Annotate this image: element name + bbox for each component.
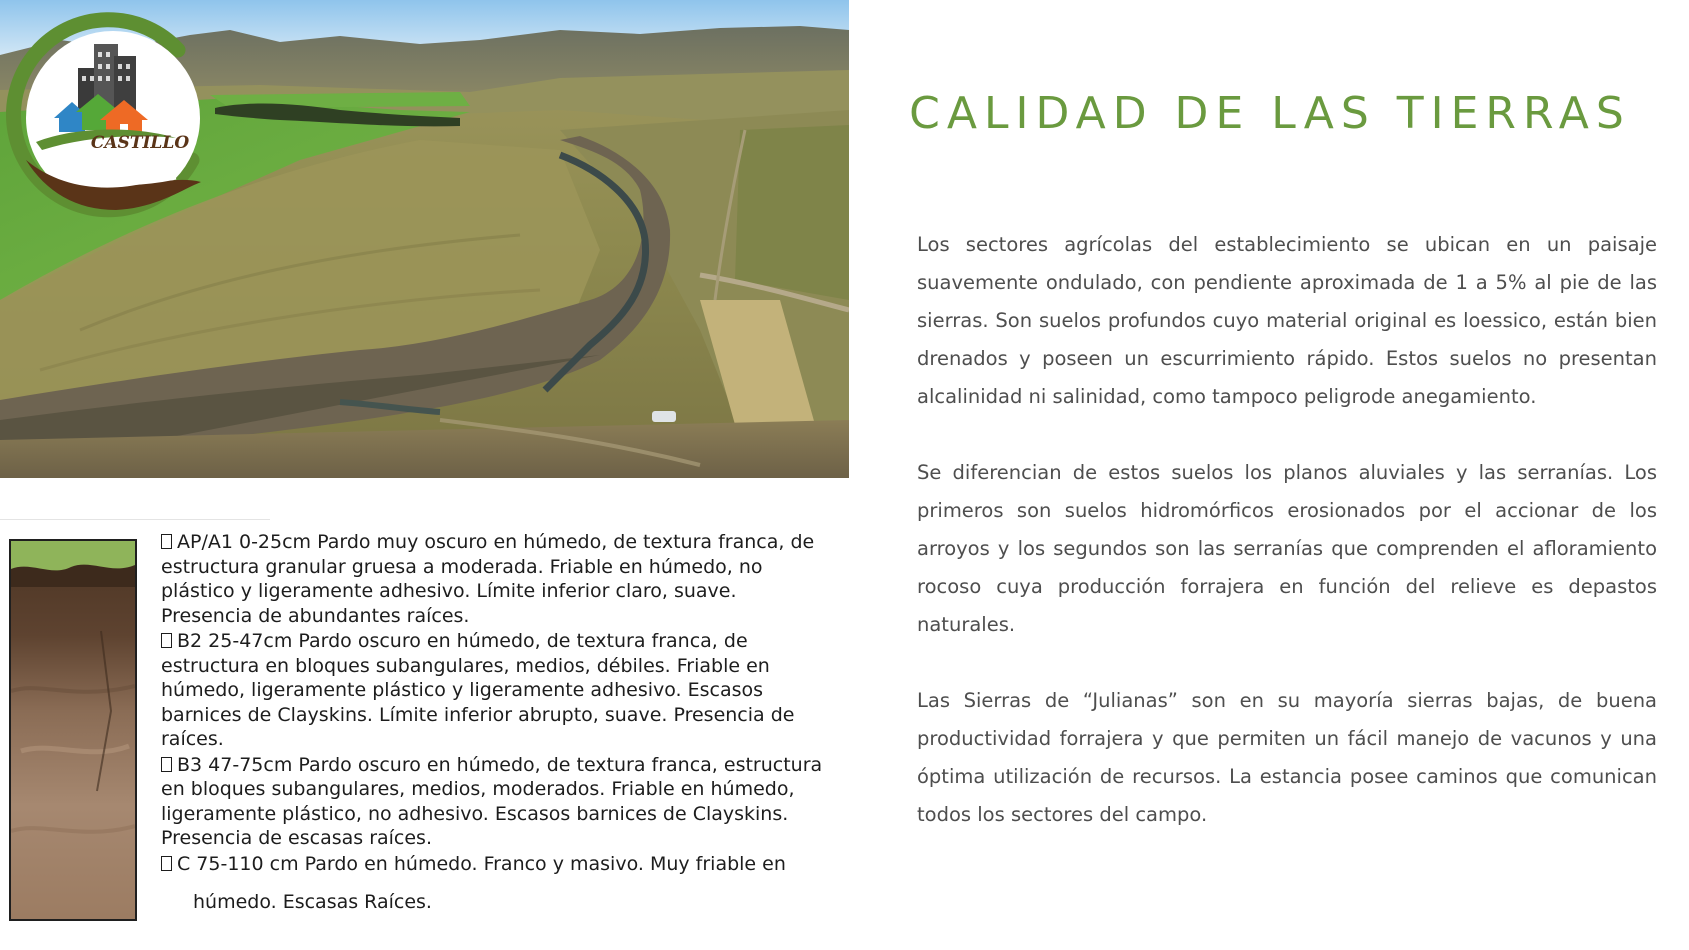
divider [0, 519, 270, 520]
paragraph-sierras-julianas: Las Sierras de “Julianas” son en su mayoría sierras bajas, de buena productividad forrajera y que permiten un fácil manejo de vacunos y una óptima utilización de recursos. La estancia posee caminos que comunican todos los sectores del campo. [917, 689, 1657, 826]
soil-profile-photo [9, 539, 137, 921]
castillo-logo [6, 10, 216, 220]
bullet-icon [161, 633, 172, 648]
soil-horizons-list [161, 530, 831, 915]
page-title: CALIDAD DE LAS TIERRAS [909, 88, 1631, 139]
paragraph-agricultural-sectors: Los sectores agrícolas del establecimiento se ubican en un paisaje suavemente ondulado, con pendiente aproximada de 1 a 5% al pie de las sierras. Son suelos profundos cuyo material original es loessico, están bien drenados y poseen un escurrimiento rápido. Estos suelos no presentan alcalinidad ni salinidad, como tampoco peligrode anegamiento. [917, 233, 1657, 408]
horizon-c [161, 852, 831, 877]
horizon-text: C 75-110 cm Pardo en húmedo. Franco y masivo. Muy friable en [177, 852, 786, 875]
horizon-ap-a1 [161, 530, 831, 628]
horizon-text: AP/A1 0-25cm Pardo muy oscuro en húmedo, de textura franca, de estructura granular gruesa a moderada. Friable en húmedo, no plástico y ligeramente adhesivo. Límite inferior claro, suave. Presencia de abundantes raíces. [161, 531, 815, 627]
bullet-icon [161, 534, 172, 549]
horizon-c-continuation: húmedo. Escasas Raíces. [193, 891, 432, 913]
horizon-text: B2 25-47cm Pardo oscuro en húmedo, de textura franca, de estructura en bloques subangulares, medios, débiles. Friable en húmedo, ligeramente plástico y ligeramente adhesivo. Escasos barnices de Clayskins. Límite inferior abrupto, suave. Presencia de raíces. [161, 630, 795, 750]
horizon-b2 [161, 629, 831, 752]
logo-brand-text: CASTILLO [90, 133, 190, 153]
horizon-b3 [161, 753, 831, 851]
land-quality-description [917, 226, 1657, 872]
paragraph-alluvial-plains: Se diferencian de estos suelos los planos aluviales y las serranías. Los primeros son suelos hidromórficos erosionados por el accionar de los arroyos y los segundos son las serranías que comprenden el afloramiento rocoso cuya producción forrajera en función del relieve es depastos naturales. [917, 461, 1657, 636]
horizon-text: B3 47-75cm Pardo oscuro en húmedo, de textura franca, estructura en bloques subangulares, medios, moderados. Friable en húmedo, ligeramente plástico, no adhesivo. Escasos barnices de Clayskins. Presencia de escasas raíces. [161, 753, 823, 849]
bullet-icon [161, 856, 172, 871]
bullet-icon [161, 757, 172, 772]
